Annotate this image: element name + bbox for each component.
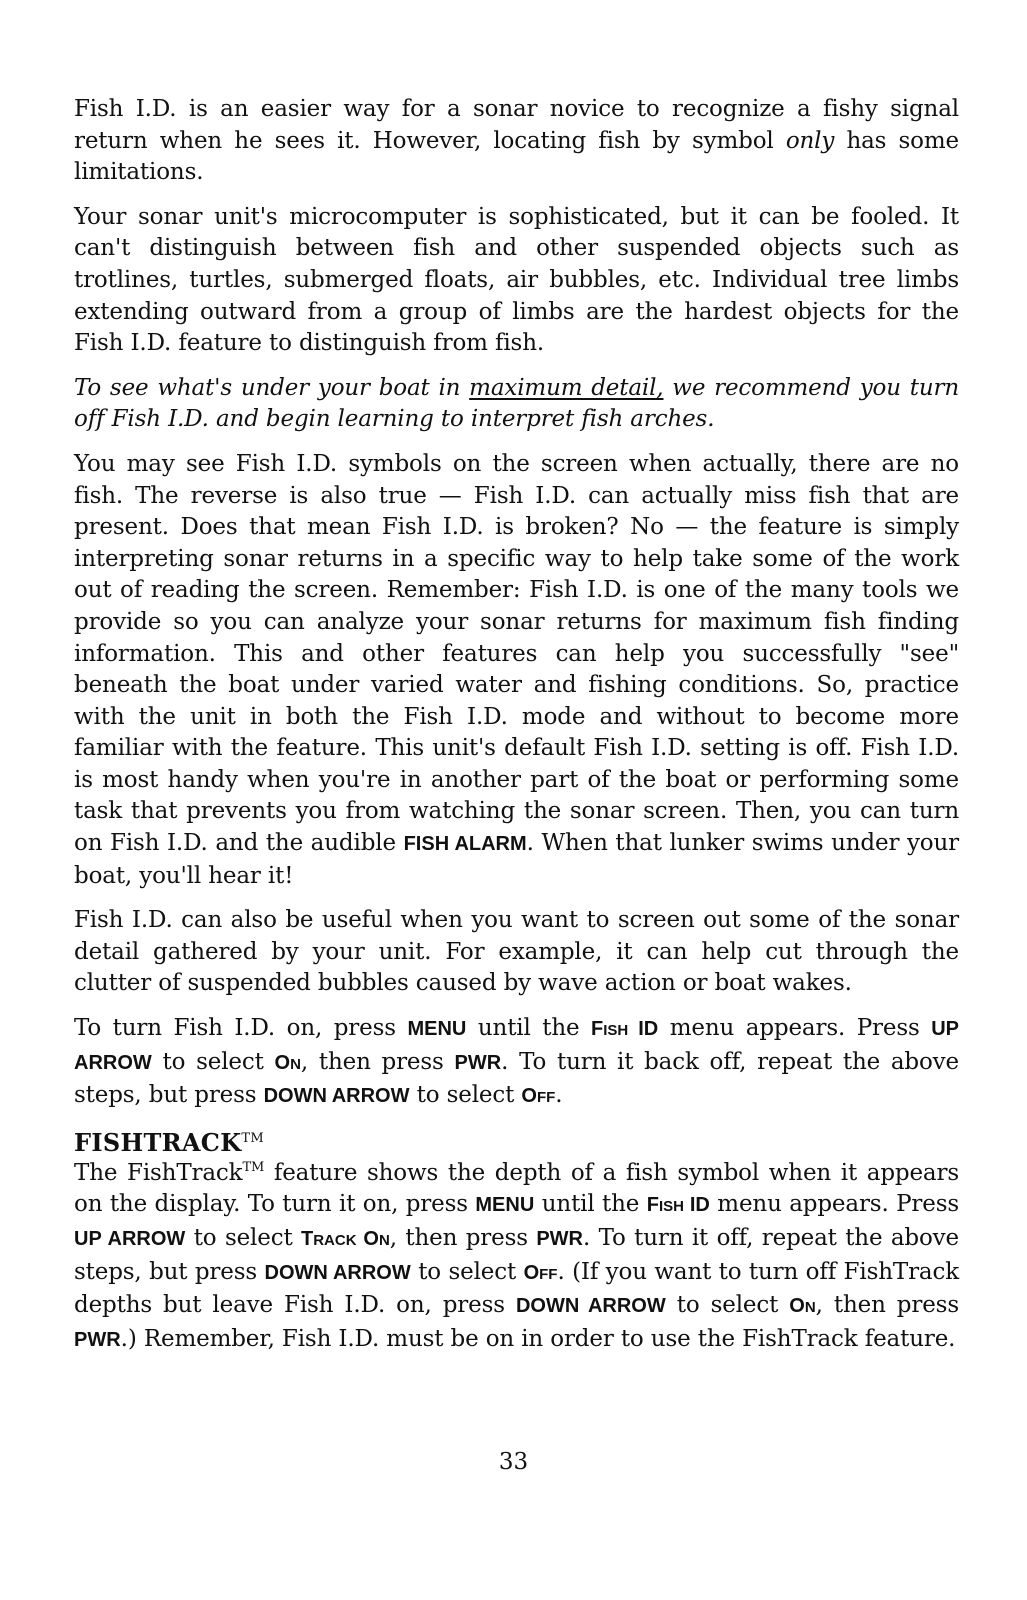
menu-fish-id: FISH ID — [646, 1194, 710, 1217]
key-down-arrow: DOWN ARROW — [263, 1085, 410, 1108]
key-up-arrow: UP ARROW — [74, 1018, 959, 1074]
page-number: 33 — [498, 1449, 529, 1475]
underlined-maximum-detail: maximum detail, — [469, 374, 664, 401]
paragraph-turn-on-fish-id: To turn Fish I.D. on, press MENU until the FISH ID menu appears. Press UP ARROW to select ON, then press PWR. To turn it back off, repeat the above steps, but press DOWN ARROW to select OFF. — [74, 1015, 959, 1109]
menu-on: ON — [274, 1051, 301, 1074]
key-pwr: PWR — [74, 1328, 121, 1351]
key-menu: MENU — [407, 1018, 467, 1041]
trademark-symbol: TM — [241, 1130, 264, 1146]
key-pwr: PWR — [536, 1228, 583, 1250]
menu-on: ON — [789, 1295, 816, 1318]
paragraph-microcomputer: Your sonar unit's microcomputer is sophisticated, but it can be fooled. It can't distinguish between fish and other suspended objects such as trotlines, turtles, submerged floats, air bubbles, etc. Individual tree limbs extending outward from a group of limbs are the hardest objects for the Fish I.D. feature to distinguish from fish. — [74, 203, 959, 357]
menu-off: OFF — [523, 1261, 558, 1284]
key-fish-alarm: FISH ALARM — [403, 833, 527, 856]
emphasis-only: only — [785, 127, 835, 154]
paragraph-fish-id-intro: Fish I.D. is an easier way for a sonar novice to recognize a fishy signal return when he sees it. However, locating fish by symbol only has some limitations. — [74, 96, 959, 186]
key-down-arrow: DOWN ARROW — [515, 1295, 666, 1318]
section-heading-fishtrack: FISHTRACK™ — [74, 1127, 264, 1157]
menu-track-on: TRACK ON — [300, 1228, 390, 1250]
paragraph-screen-out: Fish I.D. can also be useful when you want to screen out some of the sonar detail gathered by your unit. For example, it can help cut through the clutter of suspended bubbles caused by wave action or boat wakes. — [74, 907, 959, 997]
paragraph-recommendation: To see what's under your boat in maximum detail, we recommend you turn off Fish I.D. and begin learning to interpret fish arches. — [74, 374, 959, 433]
trademark-symbol: TM — [242, 1159, 265, 1175]
key-pwr: PWR — [454, 1051, 502, 1074]
key-menu: MENU — [475, 1194, 535, 1217]
paragraph-fish-id-symbols: You may see Fish I.D. symbols on the screen when actually, there are no fish. The reverse is also true — Fish I.D. can actually miss fish that are present. Does that mean Fish I.D. is broken? No — the feature is simply interpreting sonar returns in a specific way to help take some of the work out of reading the screen. Remember: Fish I.D. is one of the many tools we provide so you can analyze your sonar returns for maximum fish finding information. This and other features can help you successfully "see" beneath the boat under varied water and fishing conditions. So, practice with the unit in both the Fish I.D. mode and without to become more familiar with the feature. This unit's default Fish I.D. setting is off. Fish I.D. is most handy when you're in another part of the boat or performing some task that prevents you from watching the sonar screen. Then, you can turn on Fish I.D. and the audible FISH ALARM. When that lunker swims under your boat, you'll hear it! — [74, 450, 960, 889]
document-body — [74, 94, 959, 1369]
key-up-arrow: UP ARROW — [74, 1228, 186, 1250]
paragraph-fishtrack: The FishTrack™ feature shows the depth of a fish symbol when it appears on the display. To turn it on, press MENU until the FISH ID menu appears. Press UP ARROW to select TRACK ON, then press PWR. To turn it off, repeat the above steps, but press DOWN ARROW to select OFF. (If you want to turn off FishTrack depths but leave Fish I.D. on, press DOWN ARROW to select ON, then press PWR.) Remember, Fish I.D. must be on in order to use the FishTrack feature. — [74, 1159, 960, 1352]
key-down-arrow: DOWN ARROW — [264, 1261, 411, 1284]
menu-fish-id: FISH ID — [591, 1018, 659, 1041]
menu-off: OFF — [521, 1085, 556, 1108]
